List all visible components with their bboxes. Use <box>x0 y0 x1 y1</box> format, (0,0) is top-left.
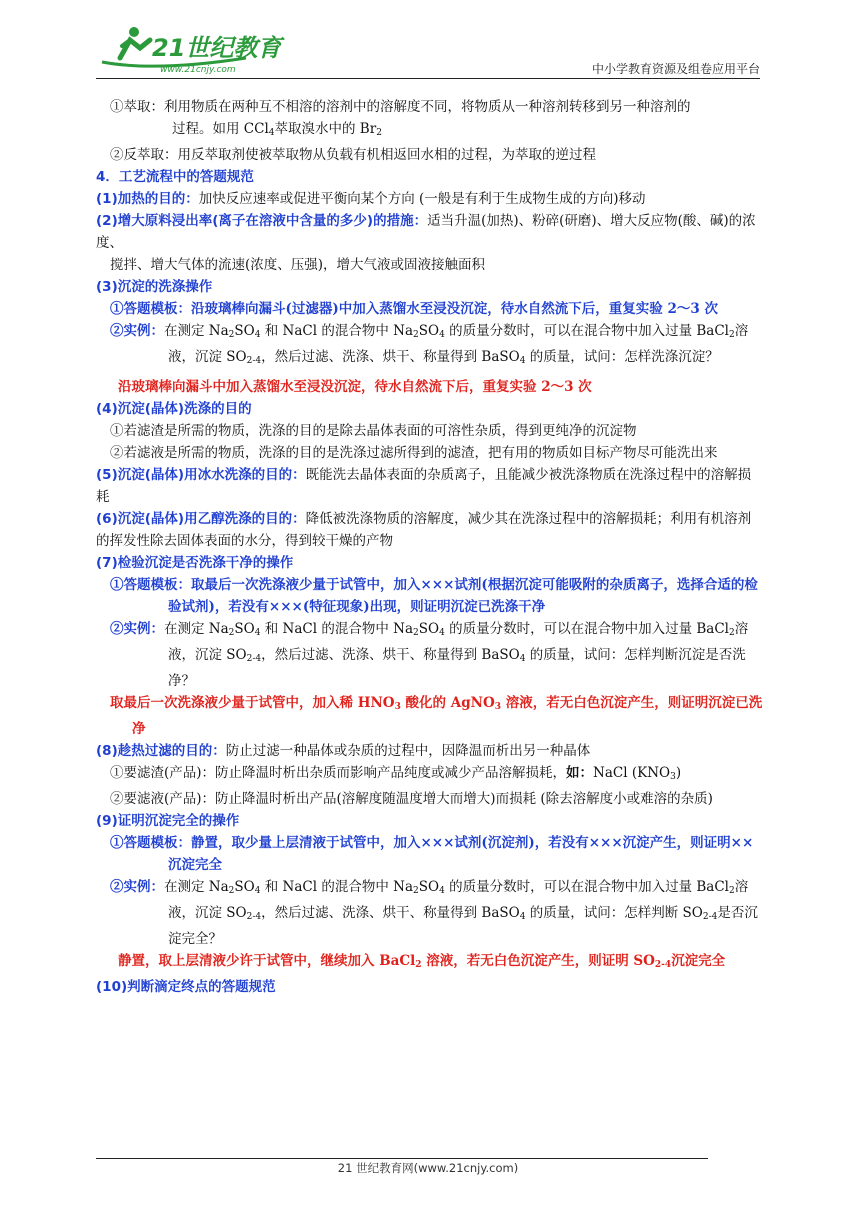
item-9-example: ②实例：在测定 $Na_2SO_4$ 和 NaCl 的混合物中 $Na_2SO_4$ 的质量分数时，可以在混合物中加入过量 BaCl$_2$溶液，沉淀 $SO_{2-4}$，然后过滤、洗涤、烘干、称量得到 BaSO$_4$ 的质量，试问：怎样判断 $SO_{2-4}$是否沉淀完全？ <box>110 879 758 947</box>
document-body <box>96 96 764 998</box>
item-3-template: ①答题模板：沿玻璃棒向漏斗(过滤器)中加入蒸馏水至浸没沉淀，待水自然流下后，重复实验 2～3 次 <box>110 301 718 317</box>
item-7-template: ①答题模板：取最后一次洗涤液少量于试管中，加入×××试剂(根据沉淀可能吸附的杂质离子，选择合适的检验试剂)，若没有×××(特征现象)出现，则证明沉淀已洗涤干净 <box>110 577 758 615</box>
item-2: (2)增大原料浸出率(离子在溶液中含量的多少)的措施：适当升温(加热)、粉碎(研磨)、增大反应物(酸、碱)的浓度、 <box>96 213 756 251</box>
page-header <box>96 18 760 78</box>
item-5: (5)沉淀(晶体)用冰水洗涤的目的：既能洗去晶体表面的杂质离子，且能减少被洗涤物质在洗涤过程中的溶解损耗 <box>96 467 752 505</box>
para-extraction: ①萃取：利用物质在两种互不相溶的溶剂中的溶解度不同，将物质从一种溶剂转移到另一种溶剂的 <box>110 99 691 115</box>
item-9-heading: (9)证明沉淀完全的操作 <box>96 813 240 829</box>
footer-divider <box>96 1158 708 1159</box>
svg-text:www.21cnjy.com: www.21cnjy.com <box>160 65 236 75</box>
item-7-heading: (7)检验沉淀是否洗涤干净的操作 <box>96 555 294 571</box>
item-9-answer: 静置，取上层清液少许于试管中，继续加入 BaCl$_2$ 溶液，若无白色沉淀产生，则证明 $SO_{2-4}$沉淀完全 <box>118 953 726 970</box>
item-8-b: ②要滤液(产品)：防止降温时析出产品(溶解度随温度增大而增大)而损耗 (除去溶解度小或难溶的杂质) <box>110 791 713 807</box>
item-3-example: ②实例：在测定 $Na_2SO_4$ 和 NaCl 的混合物中 $Na_2SO_4$ 的质量分数时，可以在混合物中加入过量 BaCl$_2$溶液，沉淀 $SO_{2-4}$，然后过滤、洗涤、烘干、称量得到 BaSO$_4$ 的质量，试问：怎样洗涤沉淀？ <box>110 323 749 366</box>
item-8: (8)趁热过滤的目的：防止过滤一种晶体或杂质的过程中，因降温而析出另一种晶体 <box>96 743 591 759</box>
item-1: (1)加热的目的：加快反应速率或促进平衡向某个方向 (一般是有利于生成物生成的方向)移动 <box>96 191 646 207</box>
svg-text:21世纪教育: 21世纪教育 <box>152 34 282 62</box>
item-4-a: ①若滤渣是所需的物质，洗涤的目的是除去晶体表面的可溶性杂质，得到更纯净的沉淀物 <box>110 423 637 439</box>
item-4-heading: (4)沉淀(晶体)洗涤的目的 <box>96 401 252 417</box>
platform-name: 中小学教育资源及组卷应用平台 <box>591 62 760 76</box>
item-7-answer: 取最后一次洗涤液少量于试管中，加入稀 $HNO_3$ 酸化的 AgNO$_3$ 溶液，若无白色沉淀产生，则证明沉淀已洗净 <box>110 695 763 737</box>
para-extraction-cont: 过程。如用 CCl$_4$萃取溴水中的 $Br_2$ <box>172 121 382 138</box>
para-back-extraction: ②反萃取：用反萃取剂使被萃取物从负载有机相返回水相的过程，为萃取的逆过程 <box>110 147 596 163</box>
item-2-cont: 搅拌、增大气体的流速(浓度、压强)，增大气液或固液接触面积 <box>110 257 486 273</box>
page-footer: 21 世纪教育网(www.21cnjy.com) <box>337 1161 519 1175</box>
header-divider <box>96 78 760 79</box>
section-heading-4: 4．工艺流程中的答题规范 <box>96 169 254 185</box>
item-3-answer: 沿玻璃棒向漏斗中加入蒸馏水至浸没沉淀，待水自然流下后，重复实验 2～3 次 <box>118 379 592 395</box>
item-7-example: ②实例：在测定 $Na_2SO_4$ 和 NaCl 的混合物中 $Na_2SO_4$ 的质量分数时，可以在混合物中加入过量 BaCl$_2$溶液，沉淀 $SO_{2-4}$，然后过滤、洗涤、烘干、称量得到 BaSO$_4$ 的质量，试问：怎样判断沉淀是否洗净？ <box>110 621 749 689</box>
item-10-heading: (10)判断滴定终点的答题规范 <box>96 979 276 995</box>
logo <box>96 18 296 78</box>
item-9-template: ①答题模板：静置，取少量上层清液于试管中，加入×××试剂(沉淀剂)，若没有×××沉淀产生，则证明××沉淀完全 <box>110 835 754 873</box>
item-3-heading: (3)沉淀的洗涤操作 <box>96 279 213 295</box>
item-8-a: ①要滤渣(产品)：防止降温时析出杂质而影响产品纯度或减少产品溶解损耗，如：NaCl $(KNO_3)$ <box>110 765 682 782</box>
item-6: (6)沉淀(晶体)用乙醇洗涤的目的：降低被洗涤物质的溶解度，减少其在洗涤过程中的溶解损耗；利用有机溶剂的挥发性除去固体表面的水分，得到较干燥的产物 <box>96 511 752 549</box>
item-4-b: ②若滤液是所需的物质，洗涤的目的是洗涤过滤所得到的滤渣，把有用的物质如目标产物尽可能洗出来 <box>110 445 718 461</box>
